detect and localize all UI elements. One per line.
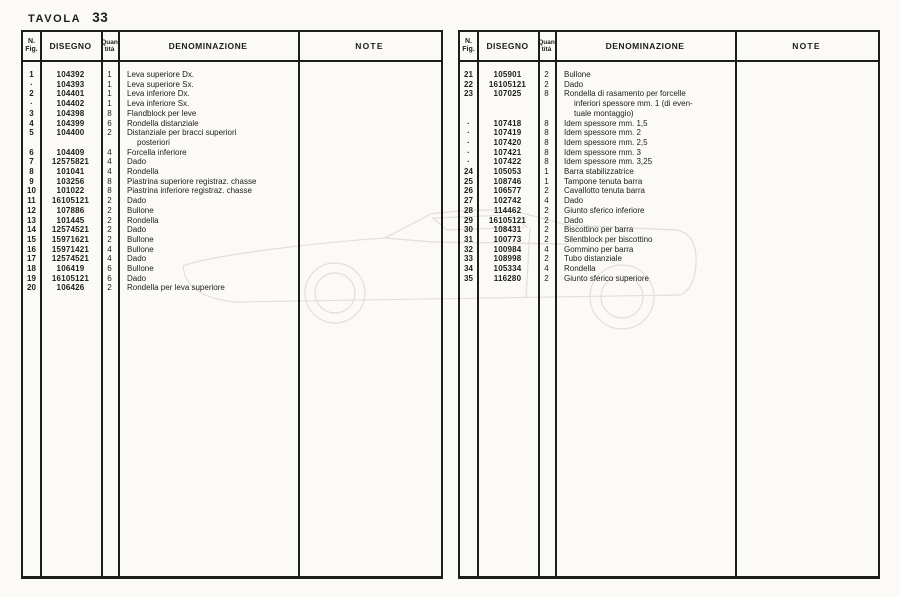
disegno-cell: 104409	[56, 147, 85, 157]
header-qty-line2: tità	[104, 46, 115, 53]
denominazione-cell	[555, 196, 735, 206]
denominazione-cell	[118, 225, 298, 235]
denominazione-line: Bullone	[564, 70, 591, 79]
quantita-cell: 8	[544, 118, 549, 128]
disegno-cell: 101022	[56, 186, 85, 196]
denominazione-cell	[555, 119, 735, 129]
disegno-cell: 107025	[493, 89, 522, 99]
table-row	[460, 119, 878, 129]
fig-number-cell: 2	[29, 89, 34, 99]
denominazione-line: Giunto sferico inferiore	[564, 205, 645, 215]
disegno-cell: 104393	[56, 79, 85, 89]
fig-number-cell: 15	[27, 234, 36, 244]
fig-number-cell: 35	[464, 273, 473, 283]
table-row	[460, 157, 878, 167]
disegno-cell: 15971621	[51, 234, 90, 244]
quantita-cell: 6	[107, 264, 112, 274]
quantita-cell: 4	[544, 244, 549, 254]
denominazione-cell	[555, 216, 735, 226]
denominazione-line: Dado	[127, 157, 147, 167]
table-row	[23, 196, 441, 206]
disegno-cell: 108998	[493, 254, 522, 264]
table-row	[23, 186, 441, 196]
denominazione-line: Bullone	[127, 244, 154, 254]
fig-number-cell: 17	[27, 254, 36, 264]
denominazione-cell	[118, 206, 298, 216]
fig-number-cell: 19	[27, 273, 36, 283]
fig-number-cell: ·	[30, 79, 33, 89]
denominazione-line: Rondella distanziale	[127, 118, 199, 128]
quantita-cell: 2	[544, 225, 549, 235]
denominazione-cell	[118, 196, 298, 206]
quantita-cell: 1	[107, 70, 112, 79]
quantita-cell: 8	[544, 128, 549, 138]
table-row	[460, 235, 878, 245]
table-row	[23, 254, 441, 264]
table-row	[23, 225, 441, 235]
quantita-cell: 6	[107, 118, 112, 128]
quantita-cell: 2	[107, 283, 112, 293]
disegno-cell: 15971421	[51, 244, 90, 254]
disegno-cell: 12574521	[51, 254, 90, 264]
denominazione-cell	[555, 89, 735, 118]
disegno-cell: 100984	[493, 244, 522, 254]
table-row	[460, 186, 878, 196]
table-row	[460, 206, 878, 216]
fig-number-cell: ·	[467, 157, 470, 167]
denominazione-line: Rondella	[127, 167, 159, 177]
table-row	[23, 119, 441, 129]
table-row	[23, 206, 441, 216]
header-fig-line2: Fig.	[462, 46, 475, 53]
denominazione-line: Barra stabilizzatrice	[564, 167, 634, 177]
table-row	[460, 264, 878, 274]
denominazione-cell	[118, 89, 298, 99]
fig-number-cell: 33	[464, 254, 473, 264]
denominazione-line: Leva inferiore Dx.	[127, 89, 190, 99]
header-disegno: DISEGNO	[486, 41, 529, 51]
denominazione-cell	[118, 177, 298, 187]
quantita-cell: 4	[107, 244, 112, 254]
header-qty-line1: Quan	[538, 38, 555, 46]
disegno-cell: 100773	[493, 234, 522, 244]
header-fig-line1: N.	[465, 37, 472, 45]
table-row	[460, 138, 878, 148]
fig-number-cell: 20	[27, 283, 36, 293]
table-row	[460, 254, 878, 264]
denominazione-line: Rondella di rasamento per forcelle	[564, 89, 686, 99]
denominazione-cell	[555, 206, 735, 216]
header-fig	[23, 32, 40, 60]
quantita-cell: 8	[544, 137, 549, 147]
quantita-cell: 4	[107, 147, 112, 157]
denominazione-line: Biscottino per barra	[564, 225, 634, 235]
quantita-cell: 8	[107, 176, 112, 186]
denominazione-line: Rondella	[564, 264, 596, 274]
quantita-cell: 2	[107, 205, 112, 215]
denominazione-line: Gommino per barra	[564, 244, 634, 254]
denominazione-line: Leva superiore Dx.	[127, 70, 195, 79]
fig-number-cell: 25	[464, 176, 473, 186]
fig-number-cell: 6	[29, 147, 34, 157]
quantita-cell: 2	[107, 215, 112, 225]
table-row	[460, 89, 878, 118]
table-row	[23, 216, 441, 226]
denominazione-line: Rondella	[127, 215, 159, 225]
fig-number-cell: 22	[464, 79, 473, 89]
disegno-cell: 106426	[56, 283, 85, 293]
table-row	[460, 196, 878, 206]
table-row	[23, 99, 441, 109]
fig-number-cell: 16	[27, 244, 36, 254]
denominazione-cell	[555, 177, 735, 187]
disegno-cell: 104399	[56, 118, 85, 128]
disegno-cell: 105901	[493, 70, 522, 79]
disegno-cell: 104401	[56, 89, 85, 99]
denominazione-cell	[118, 99, 298, 109]
quantita-cell: 4	[544, 196, 549, 206]
fig-number-cell: 4	[29, 118, 34, 128]
denominazione-line: Flandblock per leve	[127, 108, 197, 118]
fig-number-cell: 5	[29, 128, 34, 138]
denominazione-line: inferiori spessore mm. 1 (di even-	[574, 99, 693, 109]
quantita-cell: 8	[107, 186, 112, 196]
denominazione-line: Piastrina inferiore registraz. chasse	[127, 186, 252, 196]
fig-number-cell: 7	[29, 157, 34, 167]
denominazione-cell	[555, 80, 735, 90]
denominazione-cell	[555, 235, 735, 245]
denominazione-cell	[555, 148, 735, 158]
denominazione-cell	[118, 128, 298, 147]
denominazione-line: Giunto sferico superiore	[564, 273, 649, 283]
denominazione-line: Dado	[564, 215, 584, 225]
disegno-cell: 106419	[56, 264, 85, 274]
quantita-cell: 4	[107, 254, 112, 264]
denominazione-line: Dado	[127, 254, 147, 264]
table-row	[460, 245, 878, 255]
denominazione-cell	[555, 186, 735, 196]
disegno-cell: 104392	[56, 70, 85, 79]
quantita-cell: 2	[544, 273, 549, 283]
table-row	[23, 235, 441, 245]
fig-number-cell: 1	[29, 70, 34, 79]
parts-table-right	[458, 30, 880, 579]
tavola-number: 33	[92, 10, 109, 25]
table-rows	[23, 70, 441, 293]
quantita-cell: 2	[544, 234, 549, 244]
disegno-cell: 116280	[493, 273, 522, 283]
disegno-cell: 12575821	[51, 157, 90, 167]
disegno-cell: 105334	[493, 264, 522, 274]
denominazione-cell	[118, 167, 298, 177]
denominazione-line: Leva superiore Sx.	[127, 79, 194, 89]
denominazione-cell	[555, 167, 735, 177]
quantita-cell: 2	[107, 128, 112, 138]
denominazione-cell	[555, 264, 735, 274]
denominazione-line: Leva inferiore Sx.	[127, 99, 190, 109]
table-row	[23, 167, 441, 177]
denominazione-line: Idem spessore mm. 3	[564, 147, 641, 157]
denominazione-line: Dado	[127, 225, 147, 235]
denominazione-cell	[118, 245, 298, 255]
header-fig-line2: Fig.	[25, 46, 38, 53]
quantita-cell: 8	[544, 157, 549, 167]
disegno-cell: 102742	[493, 196, 522, 206]
quantita-cell: 2	[107, 234, 112, 244]
fig-number-cell: 30	[464, 225, 473, 235]
disegno-cell: 107886	[56, 205, 85, 215]
table-header	[460, 32, 878, 62]
table-row	[460, 80, 878, 90]
table-row	[23, 128, 441, 147]
table-row	[23, 274, 441, 284]
denominazione-cell	[118, 235, 298, 245]
disegno-cell: 103256	[56, 176, 85, 186]
fig-number-cell: 26	[464, 186, 473, 196]
denominazione-cell	[555, 225, 735, 235]
disegno-cell: 105053	[493, 167, 522, 177]
denominazione-line: Rondella per leva superiore	[127, 283, 225, 293]
fig-number-cell: 32	[464, 244, 473, 254]
quantita-cell: 1	[107, 89, 112, 99]
table-row	[23, 109, 441, 119]
denominazione-cell	[118, 109, 298, 119]
quantita-cell: 6	[107, 273, 112, 283]
table-row	[23, 283, 441, 293]
fig-number-cell: ·	[467, 147, 470, 157]
fig-number-cell: 24	[464, 167, 473, 177]
denominazione-cell	[118, 274, 298, 284]
denominazione-line: Bullone	[127, 205, 154, 215]
fig-number-cell: 21	[464, 70, 473, 79]
disegno-cell: 12574521	[51, 225, 90, 235]
fig-number-cell: ·	[467, 128, 470, 138]
denominazione-cell	[118, 80, 298, 90]
disegno-cell: 16105121	[51, 273, 90, 283]
denominazione-line: Idem spessore mm. 2,5	[564, 137, 648, 147]
disegno-cell: 107422	[493, 157, 522, 167]
disegno-cell: 108431	[493, 225, 522, 235]
denominazione-cell	[555, 274, 735, 284]
fig-number-cell: 10	[27, 186, 36, 196]
disegno-cell: 16105121	[488, 215, 527, 225]
fig-number-cell: 31	[464, 234, 473, 244]
quantita-cell: 2	[544, 215, 549, 225]
denominazione-line: Idem spessore mm. 2	[564, 128, 641, 138]
fig-number-cell: ·	[467, 118, 470, 128]
header-fig-line1: N.	[28, 37, 35, 45]
denominazione-cell	[555, 157, 735, 167]
header-denominazione: DENOMINAZIONE	[605, 41, 685, 51]
header-denominazione: DENOMINAZIONE	[168, 41, 248, 51]
disegno-cell: 16105121	[488, 79, 527, 89]
quantita-cell: 2	[107, 225, 112, 235]
fig-number-cell: 9	[29, 176, 34, 186]
denominazione-cell	[118, 119, 298, 129]
fig-number-cell: 23	[464, 89, 473, 99]
disegno-cell: 104402	[56, 99, 85, 109]
quantita-cell: 4	[544, 264, 549, 274]
table-row	[460, 167, 878, 177]
disegno-cell: 107420	[493, 137, 522, 147]
disegno-cell: 108746	[493, 176, 522, 186]
quantita-cell: 2	[107, 196, 112, 206]
disegno-cell: 101445	[56, 215, 85, 225]
denominazione-cell	[118, 264, 298, 274]
denominazione-cell	[118, 157, 298, 167]
denominazione-cell	[118, 186, 298, 196]
table-rows	[460, 70, 878, 283]
quantita-cell: 2	[544, 205, 549, 215]
table-row	[23, 70, 441, 80]
denominazione-line: Idem spessore mm. 1,5	[564, 118, 648, 128]
quantita-cell: 1	[107, 99, 112, 109]
fig-number-cell: 8	[29, 167, 34, 177]
table-row	[23, 264, 441, 274]
header-quantita	[538, 32, 555, 60]
table-row	[23, 148, 441, 158]
table-row	[460, 128, 878, 138]
denominazione-line: Bullone	[127, 264, 154, 274]
denominazione-cell	[118, 283, 298, 293]
quantita-cell: 1	[544, 167, 549, 177]
quantita-cell: 4	[107, 157, 112, 167]
table-row	[460, 70, 878, 80]
quantita-cell: 2	[544, 79, 549, 89]
header-note: NOTE	[355, 41, 384, 51]
denominazione-cell	[555, 138, 735, 148]
quantita-cell: 2	[544, 186, 549, 196]
table-row	[460, 216, 878, 226]
quantita-cell: 8	[544, 89, 549, 99]
denominazione-cell	[555, 245, 735, 255]
header-fig	[460, 32, 477, 60]
denominazione-line: Dado	[127, 273, 147, 283]
disegno-cell: 106577	[493, 186, 522, 196]
table-row	[460, 148, 878, 158]
fig-number-cell: 13	[27, 215, 36, 225]
denominazione-line: Tubo distanziale	[564, 254, 622, 264]
table-row	[23, 89, 441, 99]
quantita-cell: 4	[107, 167, 112, 177]
fig-number-cell: 18	[27, 264, 36, 274]
denominazione-line: Forcella inferiore	[127, 147, 187, 157]
denominazione-line: Cavallotto tenuta barra	[564, 186, 645, 196]
table-row	[460, 177, 878, 187]
quantita-cell: 2	[544, 70, 549, 79]
fig-number-cell: 11	[27, 196, 36, 206]
table-row	[23, 80, 441, 90]
denominazione-line: Dado	[564, 196, 584, 206]
disegno-cell: 107421	[493, 147, 522, 157]
denominazione-line: tuale montaggio)	[574, 108, 634, 118]
quantita-cell: 8	[544, 147, 549, 157]
table-row	[460, 274, 878, 284]
denominazione-line: Idem spessore mm. 3,25	[564, 157, 653, 167]
header-qty-line1: Quan	[101, 38, 118, 46]
denominazione-line: Piastrina superiore registraz. chasse	[127, 176, 257, 186]
denominazione-line: Silentblock per biscottino	[564, 234, 653, 244]
fig-number-cell: 29	[464, 215, 473, 225]
disegno-cell: 101041	[56, 167, 85, 177]
table-header	[23, 32, 441, 62]
denominazione-cell	[118, 148, 298, 158]
header-qty-line2: tità	[541, 46, 552, 53]
disegno-cell: 107418	[493, 118, 522, 128]
denominazione-line: Bullone	[127, 234, 154, 244]
header-quantita	[101, 32, 118, 60]
denominazione-line: Dado	[564, 79, 584, 89]
denominazione-cell	[118, 216, 298, 226]
denominazione-line: Tampone tenuta barra	[564, 176, 643, 186]
quantita-cell: 1	[544, 176, 549, 186]
table-row	[23, 157, 441, 167]
fig-number-cell: 34	[464, 264, 473, 274]
page-title	[28, 9, 108, 27]
table-row	[23, 177, 441, 187]
fig-number-cell: 27	[464, 196, 473, 206]
denominazione-line: Dado	[127, 196, 147, 206]
disegno-cell: 107419	[493, 128, 522, 138]
denominazione-cell	[555, 70, 735, 80]
fig-number-cell: ·	[30, 99, 33, 109]
header-disegno: DISEGNO	[49, 41, 92, 51]
fig-number-cell: 14	[27, 225, 36, 235]
parts-table-left	[21, 30, 443, 579]
table-row	[23, 245, 441, 255]
fig-number-cell: 12	[27, 205, 36, 215]
denominazione-line: Distanziale per bracci superiori	[127, 128, 237, 138]
denominazione-cell	[118, 254, 298, 264]
denominazione-cell	[555, 128, 735, 138]
quantita-cell: 8	[107, 108, 112, 118]
fig-number-cell: ·	[467, 137, 470, 147]
disegno-cell: 104400	[56, 128, 85, 138]
disegno-cell: 16105121	[51, 196, 90, 206]
fig-number-cell: 3	[29, 108, 34, 118]
header-note: NOTE	[792, 41, 821, 51]
tavola-label: TAVOLA	[28, 13, 82, 25]
table-row	[460, 225, 878, 235]
disegno-cell: 114462	[493, 205, 522, 215]
denominazione-cell	[118, 70, 298, 80]
denominazione-cell	[555, 254, 735, 264]
disegno-cell: 104398	[56, 108, 85, 118]
fig-number-cell: 28	[464, 205, 473, 215]
denominazione-line: posteriori	[137, 137, 170, 147]
quantita-cell: 2	[544, 254, 549, 264]
quantita-cell: 1	[107, 79, 112, 89]
